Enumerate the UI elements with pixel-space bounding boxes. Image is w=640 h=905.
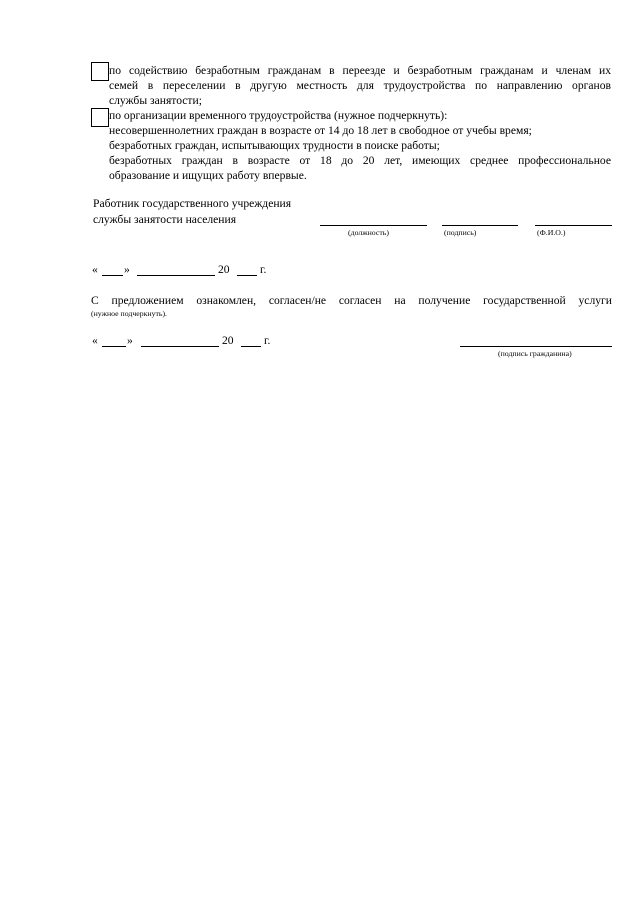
- date1-day-blank[interactable]: [102, 275, 123, 276]
- temporary-item-line5: образование и ищущих работу впервые.: [109, 169, 307, 182]
- temporary-item-line3: безработных граждан, испытывающих трудности в поиске работы;: [109, 139, 440, 152]
- citizen-signature-blank[interactable]: [460, 346, 612, 347]
- name-caption: (Ф.И.О.): [537, 228, 566, 237]
- date2-day-blank[interactable]: [102, 346, 126, 347]
- signature-blank-line[interactable]: [442, 225, 518, 226]
- date2-open-quote: «: [92, 334, 98, 347]
- date1-year-prefix: 20: [218, 263, 230, 276]
- position-caption: (должность): [348, 228, 389, 237]
- acknowledgement-text: С предложением ознакомлен, согласен/не согласен на получение государственной услуги: [91, 294, 612, 307]
- date1-close-quote: »: [124, 263, 130, 276]
- name-blank-line[interactable]: [535, 225, 612, 226]
- relocation-item-line3: службы занятости;: [109, 94, 202, 107]
- worker-title-line1: Работник государственного учреждения: [93, 197, 292, 210]
- date1-year-suffix: г.: [260, 263, 267, 276]
- position-blank-line[interactable]: [320, 225, 427, 226]
- worker-title-line2: службы занятости населения: [93, 213, 237, 226]
- temporary-item-line4: безработных граждан в возрасте от 18 до 20 лет, имеющих среднее профессиональное: [109, 154, 611, 167]
- relocation-item-line2: семей в переселении в другую местность для трудоустройства по направлению органов: [109, 79, 611, 92]
- date2-year-prefix: 20: [222, 334, 234, 347]
- date2-month-blank[interactable]: [141, 346, 219, 347]
- relocation-checkbox[interactable]: [91, 62, 109, 81]
- acknowledgement-note: (нужное подчеркнуть).: [91, 309, 167, 318]
- date1-open-quote: «: [92, 263, 98, 276]
- date2-year-blank[interactable]: [241, 346, 261, 347]
- signature-caption: (подпись): [444, 228, 477, 237]
- temporary-item-line1: по организации временного трудоустройства (нужное подчеркнуть):: [109, 109, 448, 122]
- date2-year-suffix: г.: [264, 334, 271, 347]
- relocation-item-line1: по содействию безработным гражданам в переезде и безработным гражданам и членам их: [109, 64, 611, 77]
- citizen-signature-caption: (подпись гражданина): [498, 349, 572, 358]
- date1-month-blank[interactable]: [137, 275, 215, 276]
- date1-year-blank[interactable]: [237, 275, 257, 276]
- temporary-item-line2: несовершеннолетних граждан в возрасте от 14 до 18 лет в свободное от учебы время;: [109, 124, 532, 137]
- date2-close-quote: »: [127, 334, 133, 347]
- temporary-employment-checkbox[interactable]: [91, 108, 109, 127]
